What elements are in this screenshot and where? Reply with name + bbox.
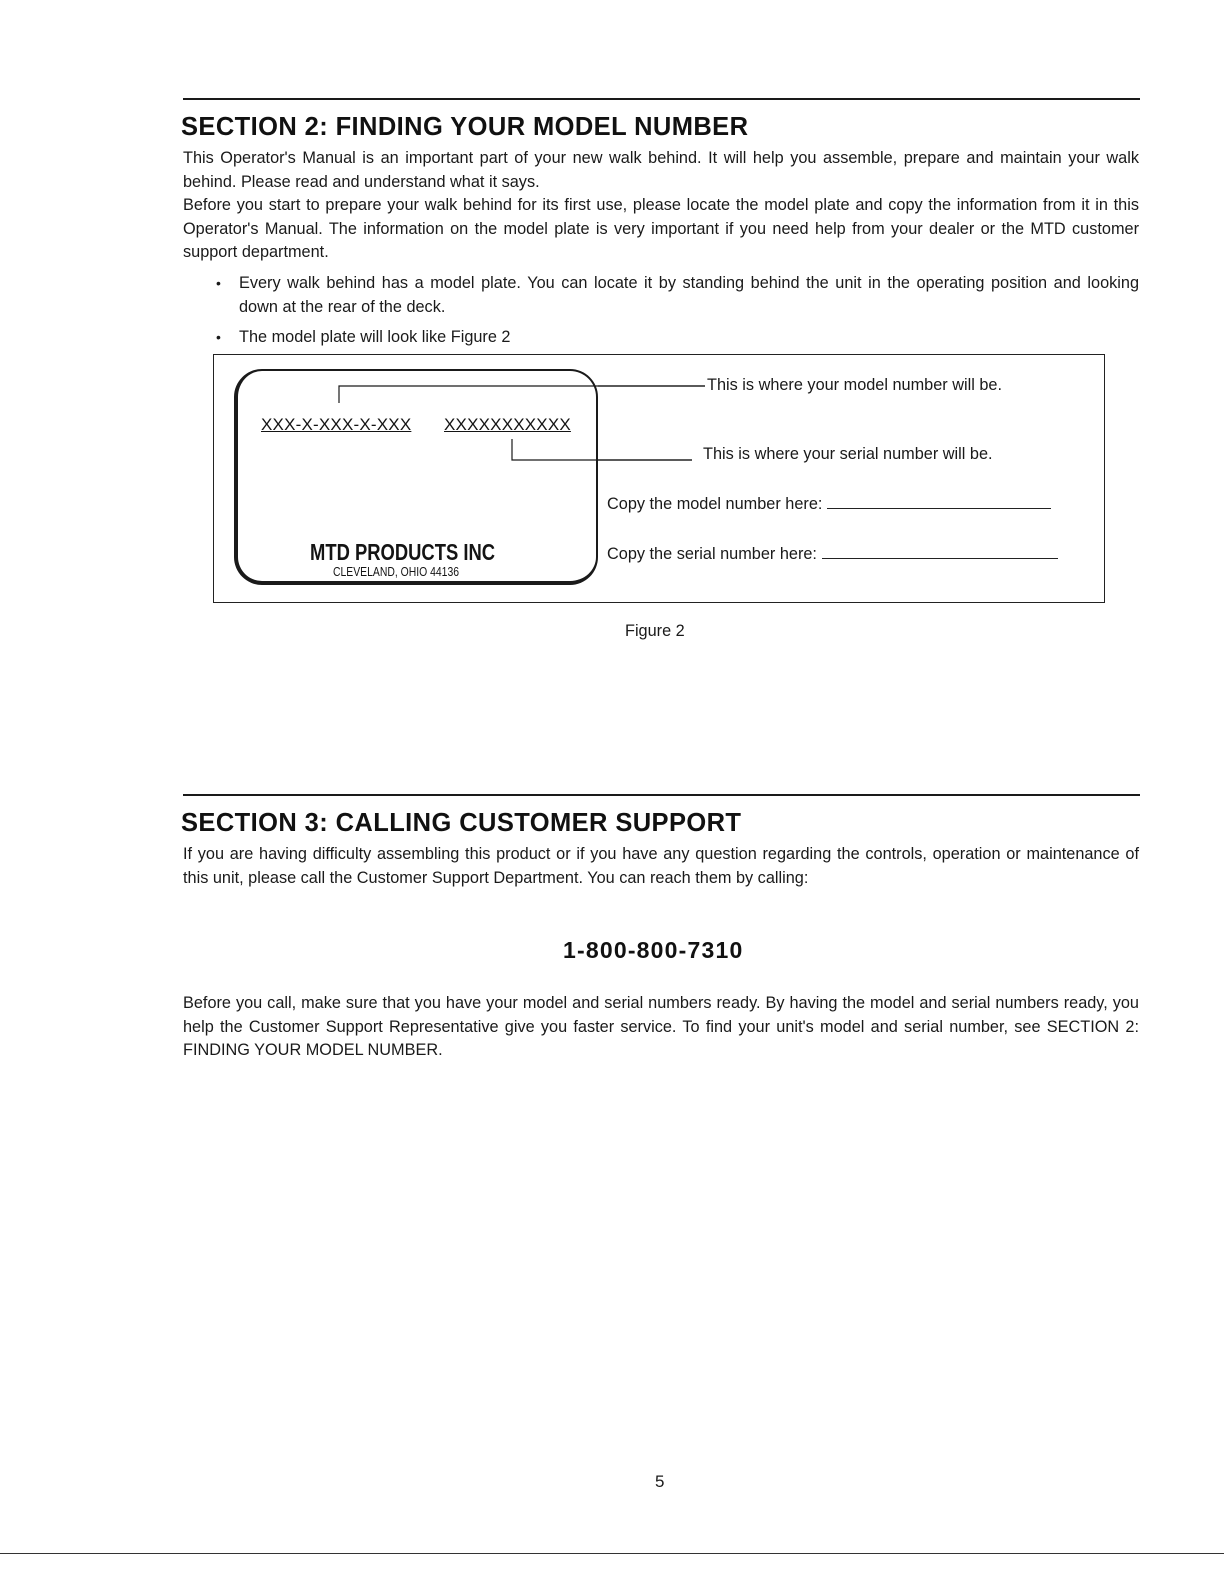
serial-number-callout: This is where your serial number will be. [703, 445, 993, 463]
figure-2-box [213, 354, 1105, 603]
bullet-locate-model-plate: • Every walk behind has a model plate. You can locate it by standing behind the unit in the operating position and looking down at the rear of the deck. [214, 272, 1139, 319]
section3-intro-paragraph: If you are having difficulty assembling this product or if you have any question regarding the controls, operation or maintenance of this unit, please call the Customer Support Department. You can reach them by calling: [183, 845, 1139, 887]
section3-heading: SECTION 3: CALLING CUSTOMER SUPPORT [181, 809, 742, 837]
section2-instructions-paragraph: Before you start to prepare your walk behind for its first use, please locate the model plate and copy the information from it in this Operator's Manual. The information on the model plate is very important if you need help from your dealer or the MTD customer support department. [183, 196, 1139, 261]
copy-model-number-row [607, 495, 1051, 514]
plate-serial-number-format: XXXXXXXXXXX [444, 415, 571, 434]
section2-intro-paragraph: This Operator's Manual is an important part of your new walk behind. It will help you assemble, prepare and maintain your walk behind. Please read and understand what it says. [183, 149, 1139, 191]
bullet-plate-figure-reference: • The model plate will look like Figure 2 [214, 326, 1139, 350]
serial-number-write-line[interactable] [822, 546, 1058, 559]
section3-before-you-call-paragraph: Before you call, make sure that you have your model and serial numbers ready. By having the model and serial numbers ready, you help the Customer Support Representative give you faster service. To find your unit's model and serial number, see SECTION 2: FINDING YOUR MODEL NUMBER. [183, 994, 1139, 1059]
section2-top-rule [183, 98, 1140, 100]
section2-heading: SECTION 2: FINDING YOUR MODEL NUMBER [181, 113, 749, 141]
model-number-callout: This is where your model number will be. [707, 376, 1002, 394]
model-number-write-line[interactable] [827, 496, 1051, 509]
plate-model-number-format: XXX-X-XXX-X-XXX [261, 415, 412, 434]
page-bottom-edge-line [0, 1553, 1224, 1554]
copy-serial-number-label: Copy the serial number here: [607, 545, 817, 563]
customer-support-phone-number: 1-800-800-7310 [563, 937, 744, 963]
model-plate-illustration [234, 369, 598, 585]
page-number: 5 [655, 1472, 665, 1491]
section3-top-rule [183, 794, 1140, 796]
copy-serial-number-row [607, 545, 1058, 564]
section2-bullet-list [214, 272, 1139, 357]
plate-company-address: CLEVELAND, OHIO 44136 [333, 564, 460, 579]
plate-company-name: MTD PRODUCTS INC [310, 539, 496, 565]
copy-model-number-label: Copy the model number here: [607, 495, 823, 513]
figure-2-caption: Figure 2 [625, 622, 685, 640]
